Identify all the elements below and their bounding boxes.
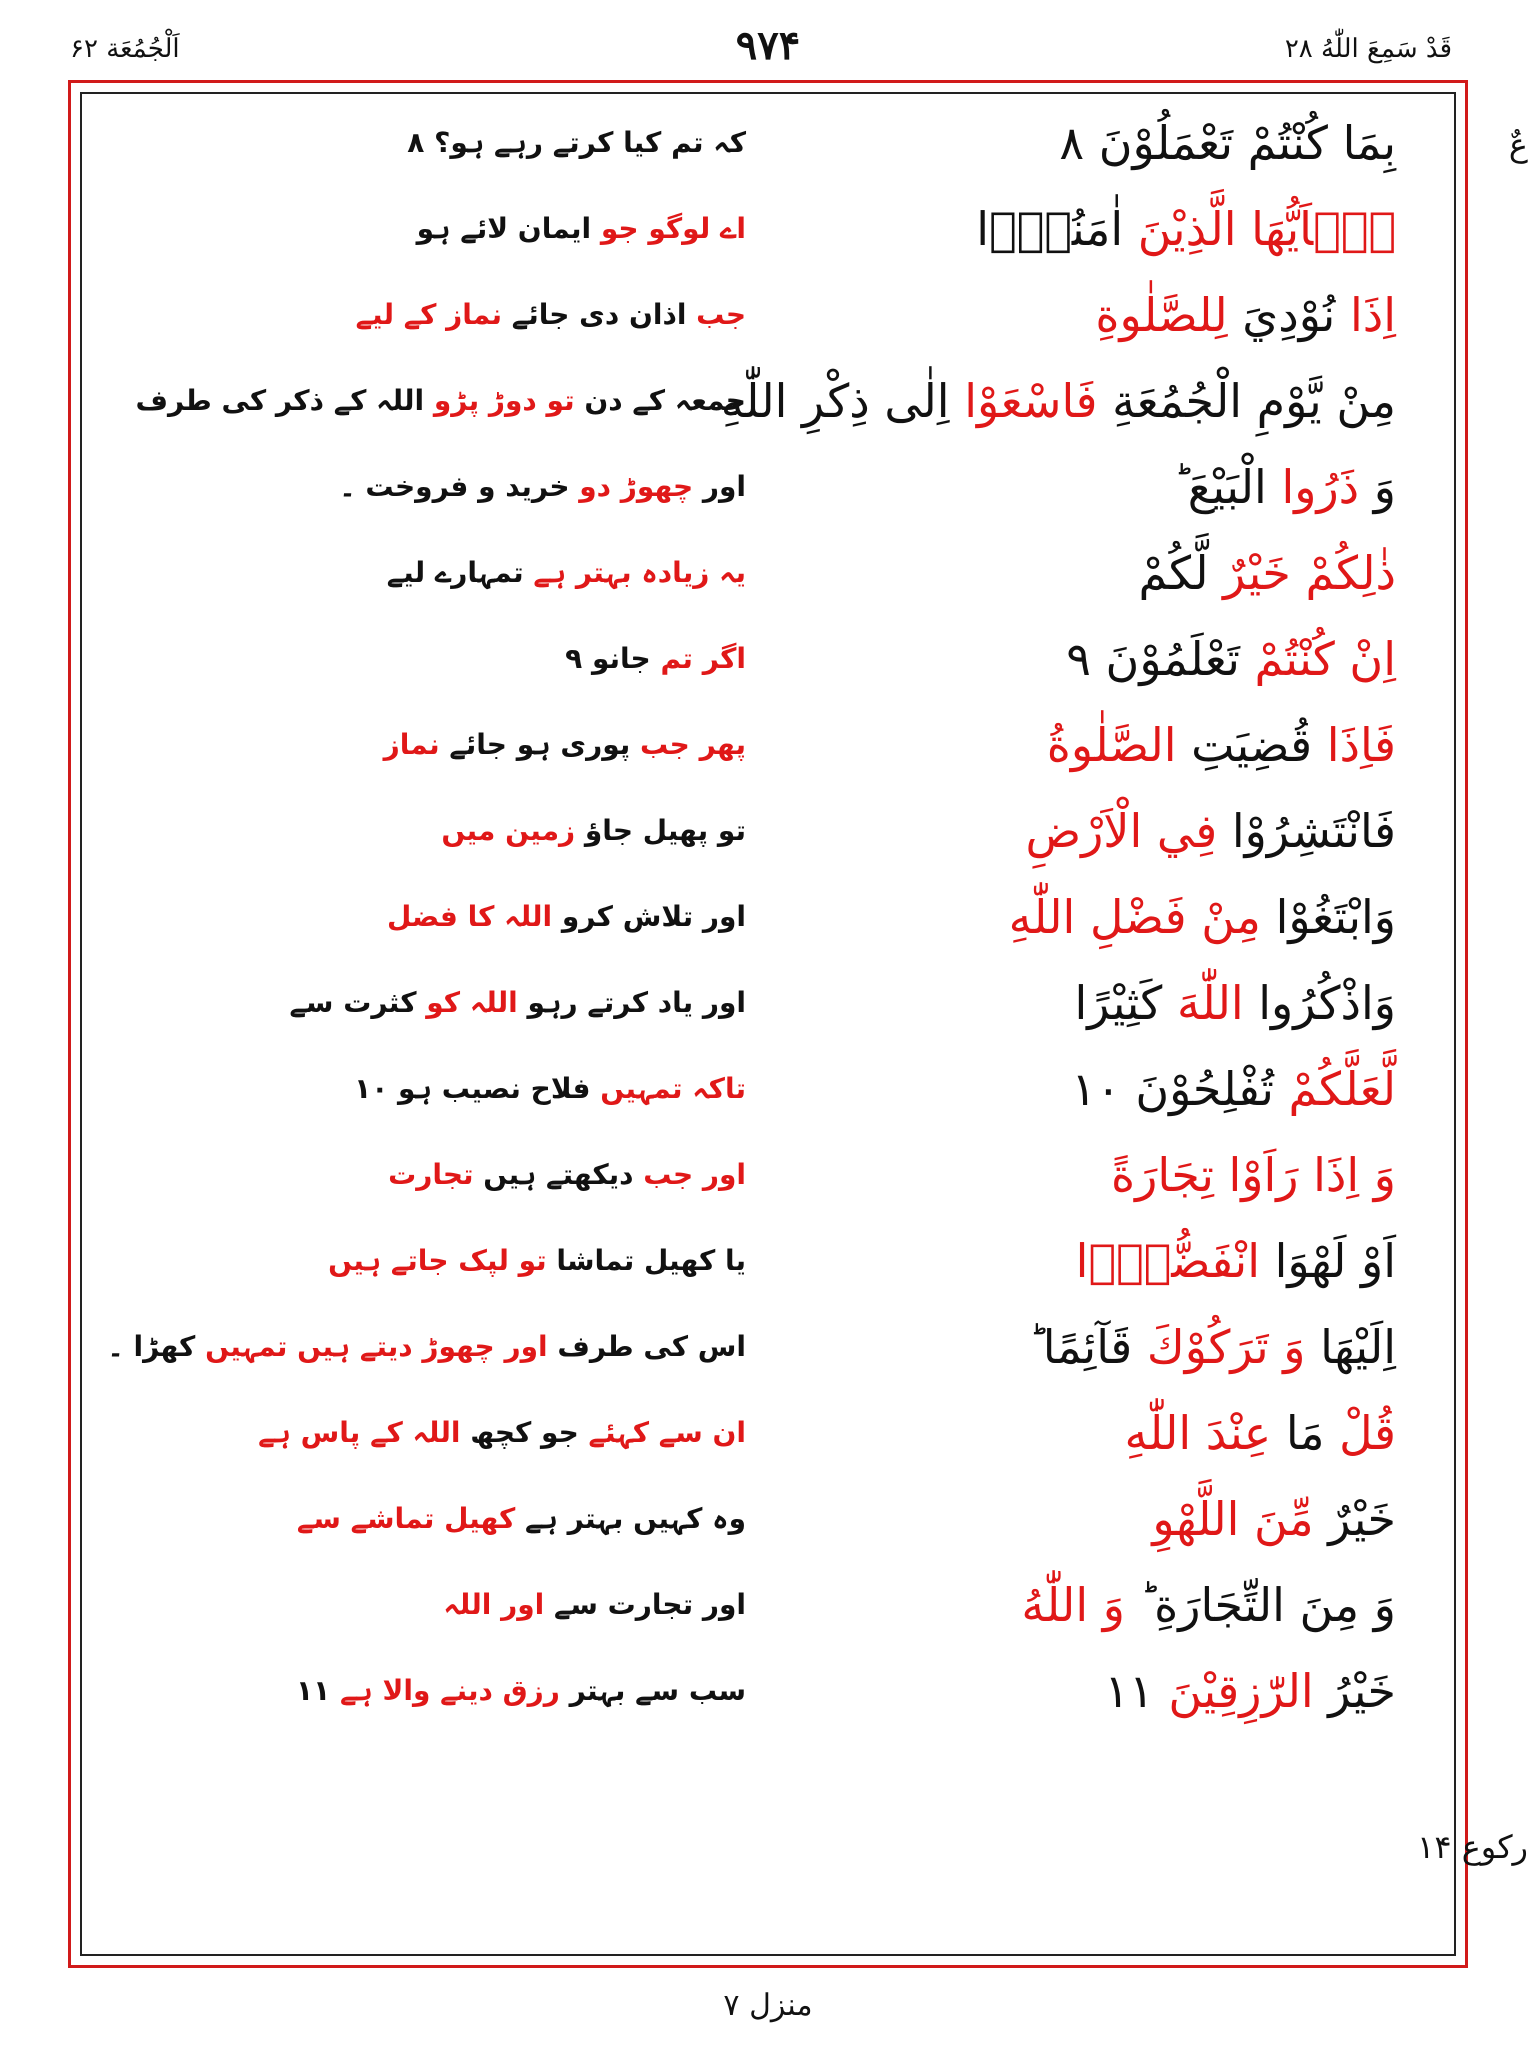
urdu-segment: ایمان لائے ہو [416, 212, 601, 245]
arabic-segment: وَابْتَغُوْا [1260, 890, 1396, 944]
urdu-translation [146, 1398, 746, 1468]
urdu-segment: تو لپک جاتے ہیں [328, 1244, 547, 1277]
urdu-translation [107, 1312, 746, 1382]
urdu-translation [146, 1226, 746, 1296]
verse-row [80, 358, 1456, 444]
urdu-segment: جانو ۹ [565, 642, 661, 675]
arabic-segment: اللّٰهَ [1176, 976, 1244, 1030]
arabic-segment: تَعْلَمُوْنَ ۹ [1066, 632, 1255, 686]
verse-row [80, 874, 1456, 960]
urdu-segment: وہ کہیں بہتر ہے [515, 1502, 746, 1535]
urdu-segment: جمعہ کے دن [574, 384, 746, 417]
arabic-verse [756, 538, 1396, 608]
verse-row [80, 616, 1456, 702]
arabic-segment: نُوْدِيَ [1227, 288, 1350, 342]
arabic-segment: كَثِيْرًا [1074, 976, 1177, 1030]
urdu-segment: فلاح نصیب ہو ۱۰ [354, 1072, 601, 1105]
arabic-segment: خَيْرُ [1313, 1664, 1396, 1718]
verse-row [80, 1648, 1456, 1734]
arabic-segment: الرّٰزِقِيْنَ [1168, 1664, 1314, 1718]
urdu-translation [146, 624, 746, 694]
arabic-verse [756, 796, 1396, 866]
arabic-verse [756, 452, 1396, 522]
arabic-verse [756, 1226, 1396, 1296]
urdu-translation [146, 1570, 746, 1640]
verse-row [80, 272, 1456, 358]
urdu-segment: اور اللہ [443, 1588, 545, 1621]
urdu-segment: اے لوگو جو [600, 212, 746, 245]
surah-juz-header: قَدْ سَمِعَ اللّٰهُ ۲۸ [1284, 34, 1452, 64]
verse-row [80, 1218, 1456, 1304]
urdu-translation [146, 1656, 746, 1726]
arabic-segment: اِلٰى ذِكْرِ اللّٰهِ [720, 374, 965, 428]
urdu-segment: ۱۱ [296, 1674, 340, 1707]
urdu-segment: تمہارے لیے [386, 556, 534, 589]
arabic-verse [756, 1312, 1396, 1382]
arabic-segment: لَّعَلَّكُمْ [1288, 1062, 1396, 1116]
urdu-translation [146, 1140, 746, 1210]
surah-name-header: اَلْجُمُعَة ۶۲ [70, 34, 180, 64]
verse-row [80, 1562, 1456, 1648]
urdu-translation [146, 710, 746, 780]
arabic-segment: وَ [1359, 460, 1396, 514]
arabic-segment: وَ تَرَكُوْكَ [1146, 1320, 1306, 1374]
arabic-verse [756, 1054, 1396, 1124]
verse-translation-table [80, 100, 1456, 1734]
ruku-mark-bottom: رکوع ۱۴ [1417, 1828, 1528, 1866]
arabic-verse [756, 1656, 1396, 1726]
urdu-segment: اللہ کا فضل [386, 900, 553, 933]
urdu-segment: خرید و فروخت ۔ [339, 470, 580, 503]
arabic-verse [756, 968, 1396, 1038]
manzil-footer: منزل ۷ [723, 1988, 813, 2023]
arabic-segment: ذٰلِكُمْ خَيْرٌ [1223, 546, 1396, 600]
urdu-segment: اذان دی جائے [502, 298, 697, 331]
urdu-translation [146, 1484, 746, 1554]
arabic-verse [756, 108, 1396, 178]
arabic-segment: الْبَيْعَ ؕ [1173, 460, 1282, 514]
urdu-segment: اللہ کے پاس ہے [258, 1416, 461, 1449]
arabic-segment: اَوْ لَهْوَا [1259, 1234, 1396, 1288]
verse-row [80, 1304, 1456, 1390]
urdu-translation [146, 538, 746, 608]
verse-row [80, 186, 1456, 272]
arabic-segment: قَآئِمًا ؕ [1028, 1320, 1147, 1374]
urdu-segment: سب سے بہتر [559, 1674, 746, 1707]
urdu-segment: اگر تم [660, 642, 746, 675]
verse-row [80, 444, 1456, 530]
arabic-segment: فَاِذَا [1326, 718, 1396, 772]
arabic-segment: وَ مِنَ التِّجَارَةِ ؕ [1124, 1578, 1396, 1632]
urdu-segment: کھیل تماشے سے [296, 1502, 516, 1535]
urdu-segment: اور چھوڑ دیتے ہیں تمہیں [205, 1330, 548, 1363]
arabic-segment: خَيْرٌ [1313, 1492, 1396, 1546]
arabic-segment: فَاسْعَوْا [964, 374, 1098, 428]
arabic-verse [756, 280, 1396, 350]
arabic-segment: وَاذْكُرُوا [1243, 976, 1396, 1030]
arabic-segment: فِي الْاَرْضِ [1025, 804, 1218, 858]
urdu-segment: اور یاد کرتے رہو [517, 986, 746, 1019]
urdu-translation [146, 968, 746, 1038]
verse-row [80, 702, 1456, 788]
urdu-translation [135, 366, 746, 436]
urdu-translation [146, 452, 746, 522]
urdu-segment: رزق دینے والا ہے [339, 1674, 560, 1707]
urdu-segment: کہ تم کیا کرتے رہے ہو؟ ۸ [407, 126, 746, 159]
arabic-segment: وَ اِذَا رَاَوْا تِجَارَةً [1111, 1148, 1396, 1202]
arabic-segment: ۱۱ [1104, 1664, 1169, 1718]
urdu-segment: تو پھیل جاؤ [575, 814, 746, 847]
urdu-segment: پھر جب [640, 728, 746, 761]
arabic-segment: مَا [1271, 1406, 1340, 1460]
urdu-segment: یہ زیادہ بہتر ہے [533, 556, 746, 589]
arabic-segment: مِنْ فَضْلِ اللّٰهِ [1008, 890, 1261, 944]
urdu-segment: اور [693, 470, 746, 503]
urdu-segment: اس کی طرف [547, 1330, 746, 1363]
urdu-segment: پوری ہو جائے [439, 728, 641, 761]
arabic-verse [756, 710, 1396, 780]
arabic-segment: اٰمَنُوْۤا [976, 202, 1138, 256]
verse-row [80, 100, 1456, 186]
arabic-segment: بِمَا كُنْتُمْ تَعْمَلُوْنَ ۸ [1059, 116, 1396, 170]
urdu-translation [146, 280, 746, 350]
urdu-segment: کھڑا ۔ [107, 1330, 206, 1363]
arabic-segment: تُفْلِحُوْنَ ۱۰ [1071, 1062, 1289, 1116]
urdu-segment: تجارت [388, 1158, 474, 1191]
ruku-mark-top: عٌ [1508, 126, 1528, 164]
verse-row [80, 1476, 1456, 1562]
urdu-segment: ان سے کہئے [588, 1416, 746, 1449]
page-number: ۹۷۴ [735, 22, 801, 69]
urdu-segment: جو کچھ [460, 1416, 589, 1449]
arabic-segment: ذَرُوا [1281, 460, 1360, 514]
urdu-translation [146, 882, 746, 952]
arabic-segment: وَ اللّٰهُ [1021, 1578, 1125, 1632]
arabic-segment: قُلْ [1339, 1406, 1396, 1460]
urdu-segment: اور جب [643, 1158, 746, 1191]
arabic-segment: قُضِيَتِ [1176, 718, 1327, 772]
urdu-translation [146, 108, 746, 178]
verse-row [80, 1046, 1456, 1132]
arabic-segment: يٰۤاَيُّهَا الَّذِيْنَ [1137, 202, 1396, 256]
arabic-segment: اِنْ كُنْتُمْ [1254, 632, 1396, 686]
arabic-segment: لَّكُمْ [1138, 546, 1224, 600]
urdu-translation [146, 194, 746, 264]
arabic-segment: الصَّلٰوةُ [1046, 718, 1177, 772]
urdu-segment: کثرت سے [289, 986, 427, 1019]
arabic-segment: مِّنَ اللَّهْوِ [1152, 1492, 1314, 1546]
verse-row [80, 960, 1456, 1046]
arabic-segment: انْفَضُّوْۤا [1075, 1234, 1260, 1288]
urdu-segment: جب [696, 298, 746, 331]
urdu-translation [146, 796, 746, 866]
arabic-verse [756, 194, 1396, 264]
urdu-segment: زمین میں [441, 814, 576, 847]
urdu-segment: چھوڑ دو [579, 470, 694, 503]
urdu-segment: نماز [383, 728, 440, 761]
arabic-verse [756, 1398, 1396, 1468]
arabic-segment: اِلَيْهَا [1305, 1320, 1396, 1374]
arabic-verse [756, 1570, 1396, 1640]
verse-row [80, 1390, 1456, 1476]
urdu-segment: نماز کے لیے [355, 298, 503, 331]
verse-row [80, 1132, 1456, 1218]
arabic-segment: اِذَا [1349, 288, 1396, 342]
arabic-segment: عِنْدَ اللّٰهِ [1124, 1406, 1272, 1460]
urdu-translation [146, 1054, 746, 1124]
urdu-segment: یا کھیل تماشا [546, 1244, 746, 1277]
arabic-segment: فَانْتَشِرُوْا [1217, 804, 1396, 858]
arabic-verse [756, 882, 1396, 952]
verse-row [80, 530, 1456, 616]
arabic-verse [756, 1484, 1396, 1554]
arabic-segment: مِنْ يَّوْمِ الْجُمُعَةِ [1097, 374, 1396, 428]
urdu-segment: دیکھتے ہیں [473, 1158, 644, 1191]
arabic-segment: لِلصَّلٰوةِ [1095, 288, 1228, 342]
urdu-segment: اللہ کے ذکر کی طرف [135, 384, 434, 417]
urdu-segment: اور تلاش کرو [552, 900, 746, 933]
urdu-segment: تو دوڑ پڑو [433, 384, 575, 417]
arabic-verse [720, 366, 1396, 436]
verse-row [80, 788, 1456, 874]
urdu-segment: تاکہ تمہیں [600, 1072, 746, 1105]
arabic-verse [756, 624, 1396, 694]
arabic-verse [756, 1140, 1396, 1210]
urdu-segment: اور تجارت سے [544, 1588, 746, 1621]
urdu-segment: اللہ کو [426, 986, 518, 1019]
